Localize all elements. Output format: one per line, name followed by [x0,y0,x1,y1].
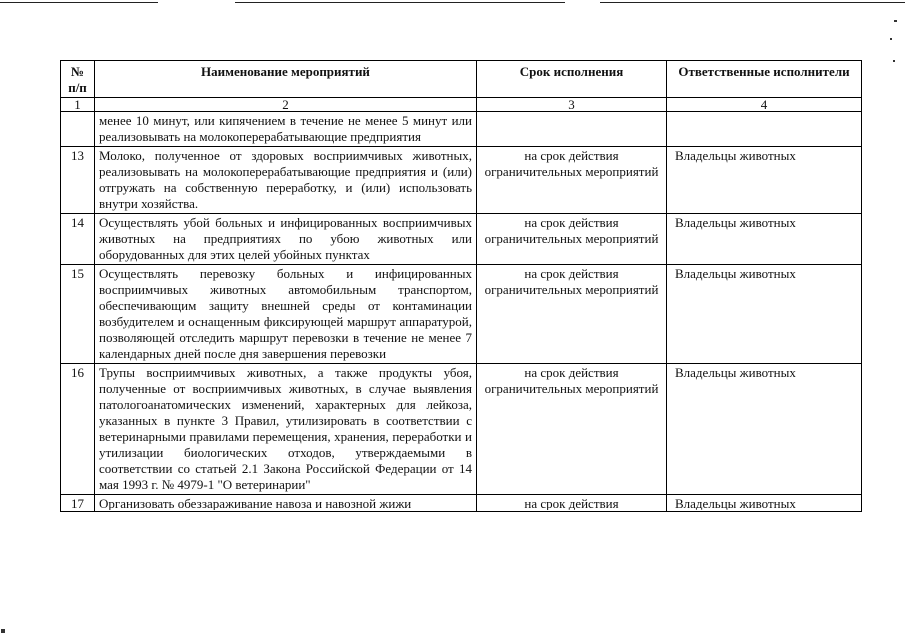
header-num: № п/п [61,61,95,98]
table-row [61,364,862,495]
column-index: 3 [477,98,667,112]
scan-mark-3 [893,60,895,62]
column-index: 1 [61,98,95,112]
responsible-text: Владельцы животных [667,147,862,214]
responsible-text: Владельцы животных [667,265,862,364]
action-text: Осуществлять убой больных и инфицированных восприимчивых животных на предприятиях по убою животных или оборудованных для этих целей убойных пунктах [95,214,477,265]
responsible-text [667,495,862,512]
row-number-label: 17 [71,496,84,510]
header-term: Срок исполнения [477,61,667,98]
action-text-label: Организовать обеззараживание навоза и навозной жижи [99,496,412,510]
term-text: на срок действия ограничительных мероприятий [477,364,667,495]
action-text: Осуществлять перевозку больных и инфицированных восприимчивых животных автомобильным транспортом, обеспечивающим защиту внешней среды от контаминации возбудителем и оснащенным фиксирующей маршрут аппаратурой, позволяющей отследить маршрут перевозки в течение не менее 7 календарных дней после дня завершения перевозки [95,265,477,364]
term-text: на срок действия ограничительных мероприятий [477,265,667,364]
action-text: Молоко, полученное от здоровых восприимчивых животных, реализовывать на молокоперерабатывающие предприятия и (или) отгружать на собственную переработку, и (или) использовать внутри хозяйства. [95,147,477,214]
row-number [61,112,95,147]
top-rule-left [0,2,158,3]
row-number: 13 [61,147,95,214]
measures-table [60,60,862,512]
term-text [477,112,667,147]
responsible-text: Владельцы животных [667,214,862,265]
responsible-text-label: Владельцы животных [675,496,796,510]
row-number: 16 [61,364,95,495]
action-text: менее 10 минут, или кипячением в течение не менее 5 минут или реализовывать на молокоперерабатывающие предприятия [95,112,477,147]
table-row [61,214,862,265]
table-row [61,112,862,147]
action-text [95,495,477,512]
action-text: Трупы восприимчивых животных, а также продукты убоя, полученные от восприимчивых животных, в случае выявления патологоанатомических изменений, характерных для лейкоза, указанных в пункте 3 Правил, утилизировать в соответствии с ветеринарными правилами перемещения, хранения, переработки и утилизации биологических отходов, утверждаемыми в соответствии со статьей 2.1 Закона Российской Федерации от 14 мая 1993 г. № 4979-1 "О ветеринарии" [95,364,477,495]
row-number: 15 [61,265,95,364]
term-text [477,495,667,512]
row-number [61,495,95,512]
scan-mark-1 [894,20,897,22]
scan-mark-4 [1,629,5,633]
table-row [61,495,862,512]
table-row [61,265,862,364]
header-row [61,61,862,98]
term-text-label: на срок действия [524,496,619,510]
header-responsible: Ответственные исполнители [667,61,862,98]
column-index: 4 [667,98,862,112]
scan-mark-2 [890,38,892,40]
table-row [61,147,862,214]
top-rule-mid [235,2,565,3]
top-rule-right [600,2,905,3]
column-index: 2 [95,98,477,112]
row-number: 14 [61,214,95,265]
responsible-text [667,112,862,147]
column-index-row [61,98,862,112]
term-text: на срок действия ограничительных мероприятий [477,147,667,214]
header-name: Наименование мероприятий [95,61,477,98]
responsible-text: Владельцы животных [667,364,862,495]
term-text: на срок действия ограничительных мероприятий [477,214,667,265]
